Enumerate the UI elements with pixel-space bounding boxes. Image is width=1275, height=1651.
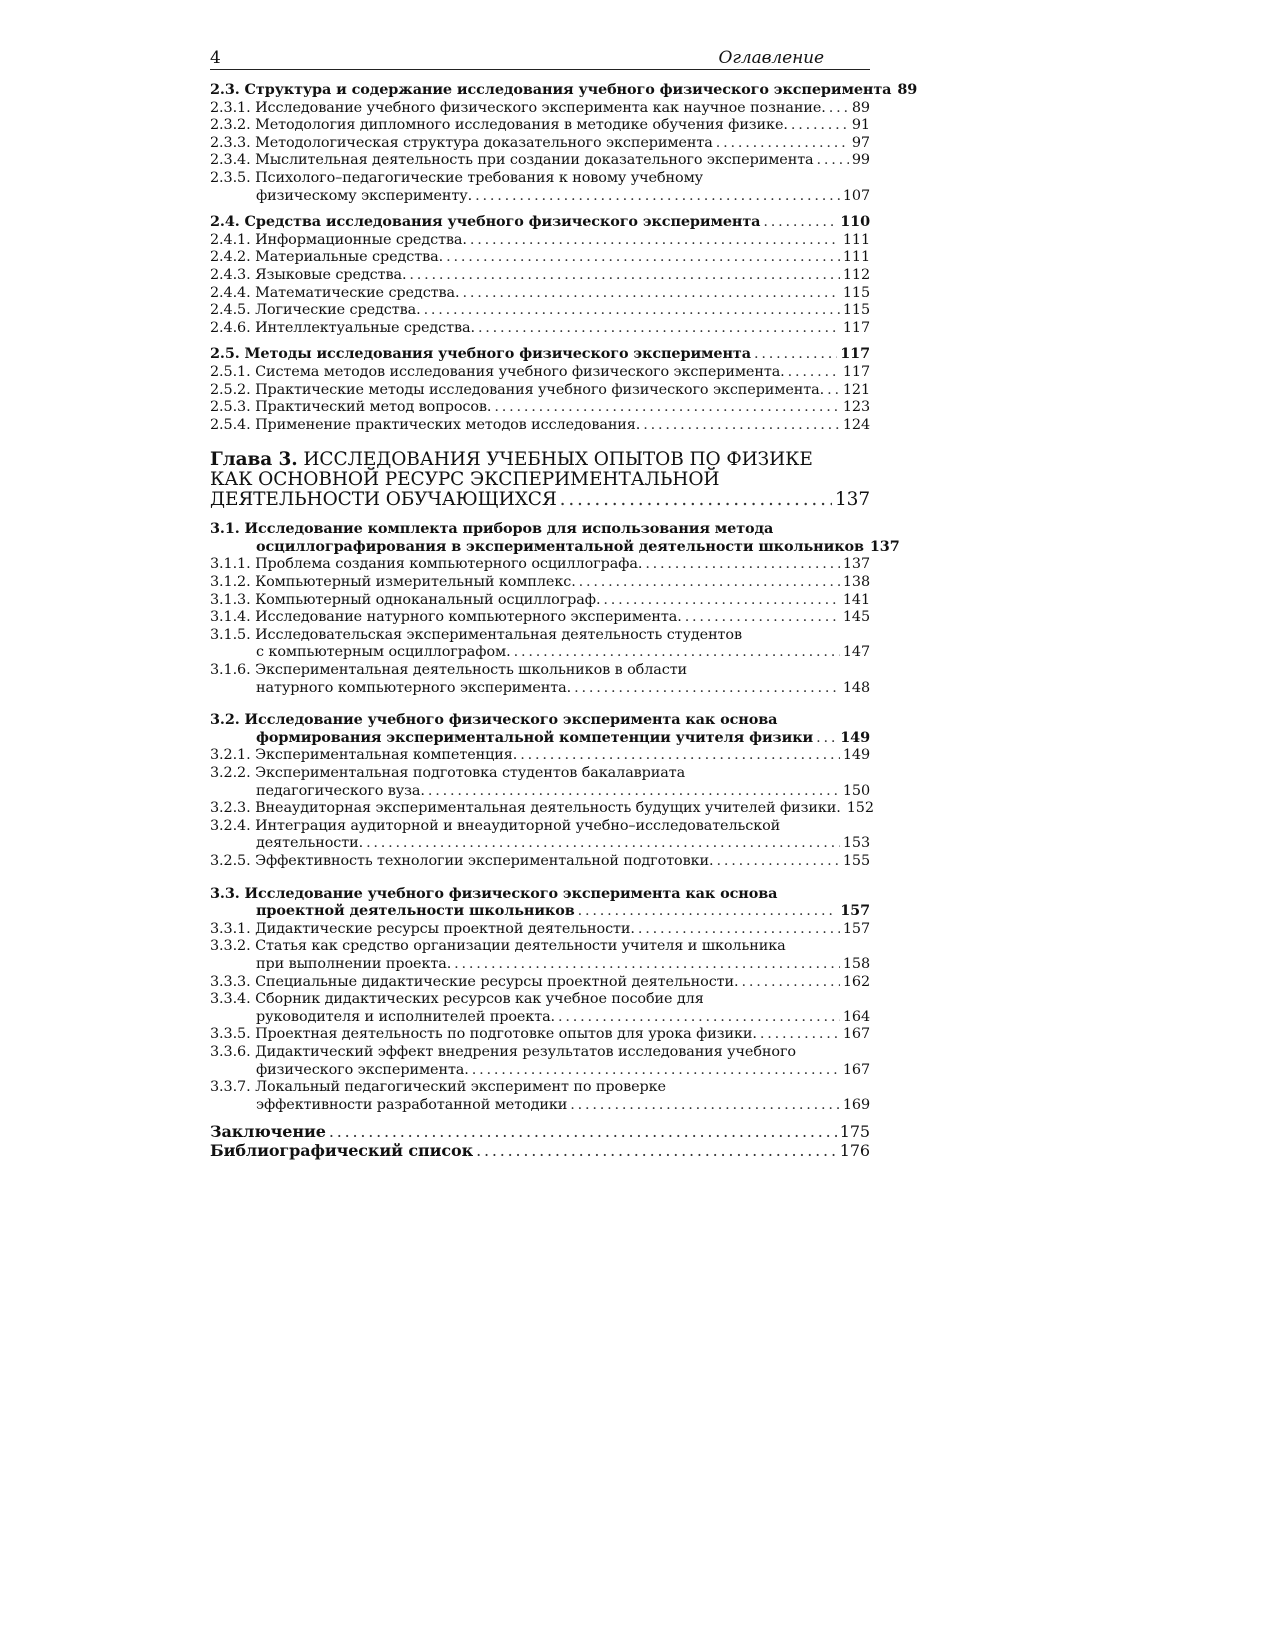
dot-leader: [760, 1026, 840, 1044]
toc-entry[interactable]: [210, 399, 870, 417]
entry-text: 2.3.3. Методологическая структура доказательного эксперимента: [210, 134, 713, 151]
toc-entry[interactable]: [210, 853, 870, 871]
toc-entry[interactable]: [210, 285, 870, 303]
page-number: 4: [210, 48, 221, 68]
dot-leader: [494, 399, 839, 417]
page-ref: 148: [842, 679, 870, 696]
toc-entry[interactable]: [210, 818, 870, 853]
dot-leader: [428, 783, 840, 801]
page-ref: 147: [842, 644, 870, 661]
toc-entry[interactable]: [210, 592, 870, 610]
dot-leader: [685, 609, 840, 627]
entry-text: Заключение: [210, 1122, 326, 1142]
entry-text: с компьютерным осциллографом.: [256, 644, 511, 661]
page-ref: 123: [842, 399, 870, 416]
chapter-title-line: КАК ОСНОВНОЙ РЕСУРС ЭКСПЕРИМЕНТАЛЬНОЙ: [210, 469, 720, 491]
dot-leader: [716, 853, 839, 871]
toc-section-heading[interactable]: [210, 520, 900, 556]
toc-entry[interactable]: [210, 800, 874, 818]
toc-section-2-3: [210, 81, 918, 205]
entry-text: 2.4.6. Интеллектуальные средства.: [210, 319, 475, 336]
toc-entry[interactable]: [210, 574, 870, 592]
entry-text: 2.4.5. Логические средства.: [210, 302, 421, 319]
toc-page: [210, 44, 918, 1161]
entry-text: 3.3.1. Дидактические ресурсы проектной деятельности.: [210, 920, 635, 937]
page-ref: 99: [851, 152, 870, 169]
entry-text: 3.3.4. Сборник дидактических ресурсов как учебное пособие для: [210, 991, 704, 1008]
entry-text: 2.4.3. Языковые средства.: [210, 266, 407, 283]
entry-text: при выполнении проекта.: [256, 955, 452, 972]
page-ref: 91: [851, 117, 870, 134]
toc-entry[interactable]: [210, 267, 870, 285]
toc-section-3-3: [210, 885, 870, 1115]
page-ref: 107: [842, 187, 870, 204]
entry-text: 3.2. Исследование учебного физического эксперимента как основа: [210, 711, 778, 729]
page-ref: 167: [842, 1061, 870, 1078]
page-ref: 110: [840, 213, 870, 231]
toc-section-heading[interactable]: [210, 81, 918, 100]
page-ref: 89: [851, 99, 870, 116]
page-ref: 157: [840, 902, 870, 920]
dot-leader: [754, 346, 837, 364]
toc-entry[interactable]: [210, 382, 870, 400]
entry-text: Библиографический список: [210, 1141, 474, 1161]
dot-leader: [446, 249, 840, 267]
page-ref: 111: [842, 231, 870, 248]
toc-entry[interactable]: [210, 302, 870, 320]
entry-text: 2.3. Структура и содержание исследования учебного физического эксперимента: [210, 81, 892, 98]
chapter-title-line: ИССЛЕДОВАНИЯ УЧЕБНЫХ ОПЫТОВ ПО ФИЗИКЕ: [303, 449, 813, 471]
page-ref: 138: [842, 574, 870, 591]
toc-entry[interactable]: [210, 938, 870, 973]
entry-text: 3.3.3. Специальные дидактические ресурсы проектной деятельности.: [210, 973, 739, 990]
page-ref: 158: [842, 955, 870, 972]
entry-text: 3.1. Исследование комплекта приборов для использования метода: [210, 520, 774, 538]
entry-text: руководителя и исполнителей проекта.: [256, 1008, 556, 1025]
entry-text: 2.4. Средства исследования учебного физического эксперимента: [210, 213, 761, 231]
page-ref: 175: [839, 1122, 870, 1142]
dot-leader: [763, 214, 837, 232]
entry-text: 2.3.2. Методология дипломного исследования в методике обучения физике.: [210, 117, 788, 134]
toc-entry[interactable]: [210, 320, 870, 338]
entry-text: 3.1.1. Проблема создания компьютерного осциллографа.: [210, 556, 643, 573]
entry-text: физическому эксперименту.: [256, 187, 473, 204]
toc-entry[interactable]: [210, 152, 870, 170]
dot-leader: [578, 903, 838, 921]
page-ref: 117: [840, 345, 870, 363]
page-ref: 150: [842, 782, 870, 799]
toc-entry[interactable]: [210, 609, 870, 627]
entry-text: натурного компьютерного эксперимента.: [256, 679, 572, 696]
entry-text: 2.4.1. Информационные средства.: [210, 231, 467, 248]
dot-leader: [454, 956, 840, 974]
dot-leader: [788, 364, 840, 382]
entry-text: 3.2.4. Интеграция аудиторной и внеаудиторной учебно–исследовательской: [210, 817, 781, 834]
entry-text: 3.2.3. Внеаудиторная экспериментальная деятельность будущих учителей физики.: [210, 800, 841, 817]
dot-leader: [520, 747, 840, 765]
dot-leader: [742, 974, 840, 992]
page-ref: 153: [842, 835, 870, 852]
page-ref: 176: [839, 1141, 870, 1161]
page-ref: 137: [869, 537, 900, 555]
toc-entry[interactable]: [210, 249, 870, 267]
page-ref: 145: [842, 609, 870, 626]
dot-leader: [558, 1009, 840, 1027]
dot-leader: [574, 680, 840, 698]
entry-text: 3.1.4. Исследование натурного компьютерного эксперимента.: [210, 609, 682, 626]
page-ref: 117: [842, 363, 870, 380]
toc-entry[interactable]: [210, 1026, 870, 1044]
dot-leader: [716, 135, 849, 153]
toc-section-heading[interactable]: [210, 213, 870, 232]
entry-text: 3.3.6. Дидактический эффект внедрения результатов исследования учебного: [210, 1043, 796, 1060]
entry-text: 3.2.1. Экспериментальная компетенция.: [210, 747, 518, 764]
toc-entry[interactable]: [210, 135, 870, 153]
entry-text: эффективности разработанной методики: [256, 1096, 568, 1113]
toc-section-heading[interactable]: [210, 345, 870, 364]
toc-section-heading[interactable]: [210, 711, 870, 747]
entry-text: 2.5. Методы исследования учебного физического эксперимента: [210, 345, 751, 363]
entry-text: проектной деятельности школьников: [256, 902, 575, 920]
dot-leader: [816, 730, 837, 748]
toc-chapter-3[interactable]: [210, 450, 870, 510]
page-ref: 169: [842, 1096, 870, 1113]
page-ref: 149: [842, 747, 870, 764]
running-header: [210, 44, 870, 70]
toc-entry[interactable]: [210, 991, 870, 1026]
toc-bibliography[interactable]: [210, 1141, 870, 1160]
dot-leader: [462, 285, 839, 303]
entry-text: 2.4.2. Материальные средства.: [210, 249, 444, 266]
entry-text: 3.3.7. Локальный педагогический эксперимент по проверке: [210, 1079, 666, 1096]
dot-leader: [329, 1122, 837, 1141]
page-ref: 124: [842, 416, 870, 433]
toc-entry[interactable]: [210, 232, 870, 250]
page-ref: 121: [842, 381, 870, 398]
entry-text: 3.1.5. Исследовательская экспериментальная деятельность студентов: [210, 626, 742, 643]
toc-entry[interactable]: [210, 364, 870, 382]
page-ref: 157: [842, 920, 870, 937]
entry-text: 2.5.1. Система методов исследования учебного физического эксперимента.: [210, 363, 785, 380]
page-ref: 89: [897, 81, 918, 98]
dot-leader: [366, 835, 840, 853]
entry-text: 2.5.2. Практические методы исследования учебного физического эксперимента.: [210, 381, 825, 398]
page-ref: 152: [846, 800, 874, 817]
entry-text: 2.3.5. Психолого–педагогические требования к новому учебному: [210, 169, 704, 186]
dot-leader: [579, 574, 840, 592]
dot-leader: [827, 382, 840, 400]
page-ref: 137: [842, 556, 870, 573]
toc-entry[interactable]: [210, 1079, 870, 1114]
page-ref: 162: [842, 973, 870, 990]
page-ref: 164: [842, 1008, 870, 1025]
entry-text: 3.3.5. Проектная деятельность по подготовке опытов для урока физики.: [210, 1026, 757, 1043]
page-ref: 155: [842, 852, 870, 869]
toc-entry[interactable]: [210, 1044, 870, 1079]
entry-text: 2.4.4. Математические средства.: [210, 284, 460, 301]
toc-entry[interactable]: [210, 100, 870, 118]
page-ref: 137: [834, 489, 870, 511]
entry-text: 2.3.1. Исследование учебного физического эксперимента как научное познание.: [210, 99, 826, 116]
page-ref: 115: [842, 302, 870, 319]
toc-section-2-5: [210, 345, 870, 434]
toc-entry[interactable]: [210, 765, 870, 800]
page-ref: 115: [842, 284, 870, 301]
entry-text: педагогического вуза.: [256, 782, 425, 799]
dot-leader: [409, 267, 839, 285]
toc-section-heading[interactable]: [210, 885, 870, 921]
entry-text: физического эксперимента.: [256, 1061, 469, 1078]
toc-entry[interactable]: [210, 417, 870, 435]
page-ref: 149: [840, 728, 870, 746]
page-ref: 112: [842, 266, 870, 283]
entry-text: формирования экспериментальной компетенции учителя физики: [256, 728, 814, 746]
toc-back-matter: [210, 1122, 870, 1160]
chapter-prefix: Глава 3.: [210, 449, 298, 471]
dot-leader: [478, 320, 840, 338]
entry-text: 3.1.6. Экспериментальная деятельность школьников в области: [210, 662, 688, 679]
dot-leader: [514, 644, 840, 662]
page-ref: 167: [842, 1026, 870, 1043]
entry-text: 2.5.3. Практический метод вопросов.: [210, 399, 492, 416]
running-title: Оглавление: [718, 48, 824, 68]
dot-leader: [570, 1097, 840, 1115]
dot-leader: [472, 1062, 840, 1080]
entry-text: 3.3. Исследование учебного физического эксперимента как основа: [210, 884, 778, 902]
toc-section-3-2: [210, 711, 874, 870]
entry-text: 2.5.4. Применение практических методов исследования.: [210, 416, 641, 433]
dot-leader: [470, 232, 840, 250]
toc-entry[interactable]: [210, 974, 870, 992]
dot-leader: [638, 921, 840, 939]
dot-leader: [791, 117, 849, 135]
dot-leader: [475, 188, 840, 206]
toc-section-3-1: [210, 520, 900, 697]
entry-text: 3.1.3. Компьютерный одноканальный осциллограф.: [210, 591, 601, 608]
entry-text: 3.2.2. Экспериментальная подготовка студентов бакалавриата: [210, 765, 686, 781]
toc-entry[interactable]: [210, 556, 870, 574]
page-ref: 111: [842, 249, 870, 266]
entry-text: 2.3.4. Мыслительная деятельность при создании доказательного эксперимента: [210, 152, 814, 169]
dot-leader: [817, 152, 849, 170]
entry-text: деятельности.: [256, 835, 364, 852]
toc-entry[interactable]: [210, 662, 870, 697]
chapter-title-line: ДЕЯТЕЛЬНОСТИ ОБУЧАЮЩИХСЯ: [210, 489, 557, 511]
toc-entry[interactable]: [210, 627, 870, 662]
page-ref: 117: [842, 319, 870, 336]
dot-leader: [829, 100, 849, 118]
dot-leader: [643, 417, 840, 435]
page-ref: 97: [851, 134, 870, 151]
dot-leader: [424, 302, 840, 320]
toc-entry[interactable]: [210, 170, 870, 205]
dot-leader: [560, 490, 832, 510]
dot-leader: [603, 592, 839, 610]
entry-text: 3.1.2. Компьютерный измерительный комплекс.: [210, 574, 576, 591]
dot-leader: [476, 1141, 837, 1160]
dot-leader: [645, 556, 840, 574]
entry-text: 3.2.5. Эффективность технологии экспериментальной подготовки.: [210, 852, 714, 869]
toc-entry[interactable]: [210, 747, 870, 765]
toc-conclusion[interactable]: [210, 1122, 870, 1141]
toc-entry[interactable]: [210, 117, 870, 135]
entry-text: осциллографирования в экспериментальной деятельности школьников: [256, 537, 864, 555]
toc-entry[interactable]: [210, 921, 870, 939]
toc-section-2-4: [210, 213, 870, 337]
entry-text: 3.3.2. Статья как средство организации деятельности учителя и школьника: [210, 938, 786, 955]
page-ref: 141: [842, 591, 870, 608]
